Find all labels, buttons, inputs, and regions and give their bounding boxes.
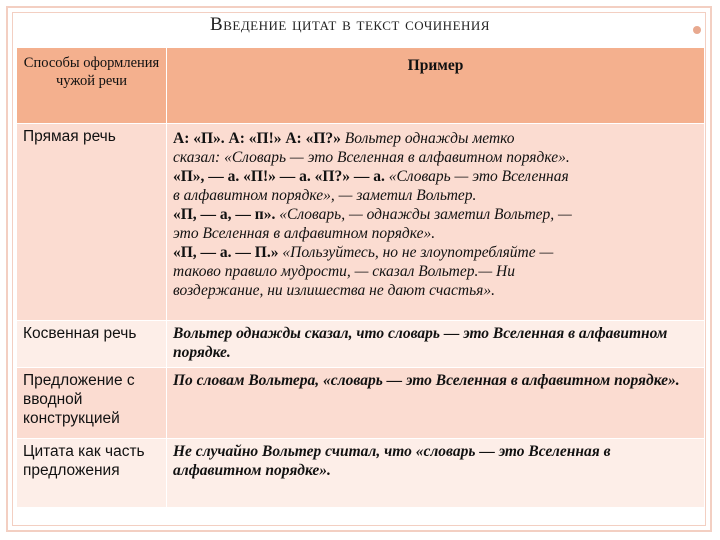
table-row-direct-speech	[17, 124, 705, 321]
table-row-indirect-speech	[17, 321, 705, 368]
row-label-indirect-speech: Косвенная речь	[17, 321, 167, 368]
example-line: это Вселенная в алфавитном порядке».	[173, 225, 436, 242]
citation-methods-table	[16, 47, 705, 508]
example-line: воздержание, ни излишества не дают счастья».	[173, 282, 495, 299]
row-example-direct-speech	[167, 124, 705, 321]
slide-title: Введение цитат в текст сочинения	[210, 14, 490, 35]
example-line: таково правило мудрости, — сказал Вольтер.— Ни	[173, 263, 515, 280]
example-line: А: «П». А: «П!» А: «П?» Вольтер однажды метко	[173, 130, 515, 147]
row-label-introductory: Предложение с вводной конструкцией	[17, 368, 167, 439]
example-line: «П», — а. «П!» — а. «П?» — а. «Словарь — это Вселенная	[173, 168, 569, 185]
table-header-row	[17, 48, 705, 124]
example-line: в алфавитном порядке», — заметил Вольтер.	[173, 187, 477, 204]
table-row-introductory	[17, 368, 705, 439]
table-row-quote-part	[17, 439, 705, 508]
example-line: «П, — а. — П.» «Пользуйтесь, но не злоупотребляйте —	[173, 244, 554, 261]
row-label-direct-speech: Прямая речь	[17, 124, 167, 321]
header-methods: Способы оформления чужой речи	[17, 48, 167, 124]
row-example-introductory: По словам Вольтера, «словарь — это Вселенная в алфавитном порядке».	[167, 368, 705, 439]
header-example: Пример	[167, 48, 705, 124]
row-example-indirect-speech: Вольтер однажды сказал, что словарь — это Вселенная в алфавитном порядке.	[167, 321, 705, 368]
example-line: «П, — а, — п». «Словарь, — однажды заметил Вольтер, —	[173, 206, 572, 223]
row-label-quote-part: Цитата как часть предложения	[17, 439, 167, 508]
example-line: сказал: «Словарь — это Вселенная в алфавитном порядке».	[173, 149, 570, 166]
row-example-quote-part: Не случайно Вольтер считал, что «словарь — это Вселенная в алфавитном порядке».	[167, 439, 705, 508]
